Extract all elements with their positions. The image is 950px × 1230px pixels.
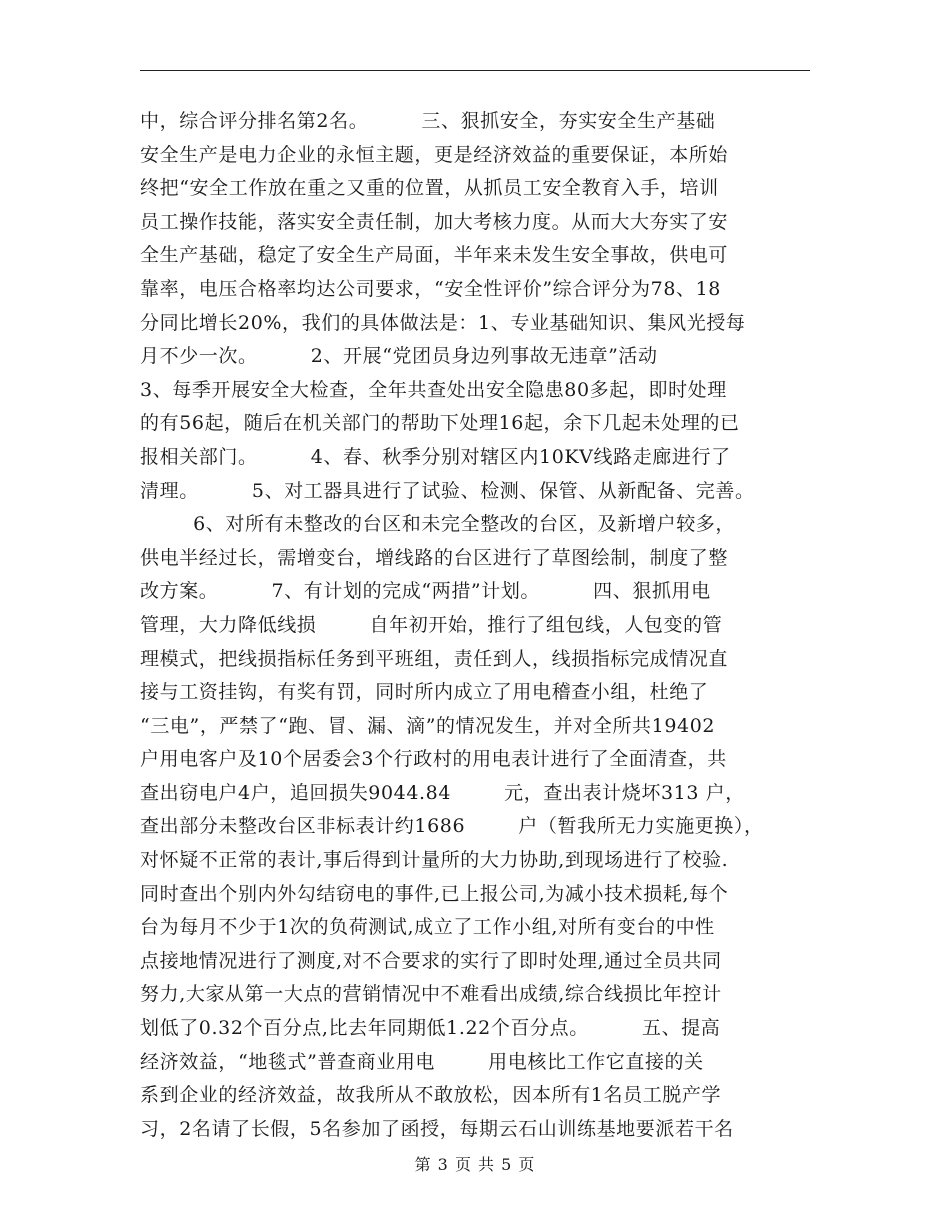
text-line: 管理，大力降低线损 自年初开始，推行了组包线，人包变的管 — [140, 613, 723, 636]
text-line: 安全生产是电力企业的永恒主题，更是经济效益的重要保证，本所始 — [140, 143, 729, 166]
header-rule — [140, 70, 810, 71]
text-line: 3、每季开展安全大检查，全年共查处出安全隐患80多起，即时处理 — [140, 378, 727, 401]
text-line: 6、对所有未整改的台区和未完全整改的台区，及新增户较多， — [140, 513, 736, 536]
text-line: 查出部分未整改台区非标表计约1686 户（暂我所无力实施更换）， — [140, 815, 764, 838]
text-line: 点接地情况进行了测度,对不合要求的实行了即时处理,通过全员共同 — [140, 949, 722, 972]
text-line: 报相关部门。 4、春、秋季分别对辖区内10KV线路走廊进行了 — [140, 445, 731, 468]
text-line: 查出窃电户4户，追回损失9044.84 元，查出表计烧坏313 户， — [140, 781, 745, 804]
text-line: “三电”，严禁了“跑、冒、漏、滴”的情况发生，并对全所共19402 — [140, 714, 716, 737]
text-line: 清理。 5、对工器具进行了试验、检测、保管、从新配备、完善。 — [140, 479, 755, 502]
text-line: 台为每月不少于1次的负荷测试,成立了工作小组,对所有变台的中性 — [140, 916, 715, 939]
text-line: 习，2名请了长假，5名参加了函授，每期云石山训练基地要派若干名 — [140, 1117, 734, 1140]
text-line: 系到企业的经济效益，故我所从不敢放松，因本所有1名员工脱产学 — [140, 1084, 722, 1107]
text-line: 月不少一次。 2、开展“党团员身边列事故无违章”活动 — [140, 345, 658, 368]
text-line: 对怀疑不正常的表计,事后得到计量所的大力协助,到现场进行了校验. — [140, 849, 729, 872]
body-text — [140, 105, 830, 1146]
text-line: 中，综合评分排名第2名。 三、狠抓安全，夯实安全生产基础 — [140, 110, 716, 132]
text-line: 分同比增长20%，我们的具体做法是：1、专业基础知识、集风光授每 — [140, 311, 746, 334]
text-line: 划低了0.32个百分点,比去年同期低1.22个百分点。 五、提高 — [140, 1017, 721, 1040]
text-line: 经济效益，“地毯式”普查商业用电 用电核比工作它直接的关 — [140, 1050, 704, 1073]
text-line: 接与工资挂钩，有奖有罚，同时所内成立了用电稽查小组，杜绝了 — [140, 681, 709, 704]
text-line: 的有56起，随后在机关部门的帮助下处理16起，余下几起未处理的已 — [140, 412, 740, 435]
text-line: 靠率，电压合格率均达公司要求，“安全性评价”综合评分为78、18 — [140, 277, 721, 300]
text-line: 全生产基础，稳定了安全生产局面，半年来未发生安全事故，供电可 — [140, 244, 729, 267]
text-line: 同时查出个别内外勾结窃电的事件,已上报公司,为减小技术损耗,每个 — [140, 882, 729, 905]
text-line: 努力,大家从第一大点的营销情况中不难看出成绩,综合线损比年控计 — [140, 983, 722, 1006]
text-line: 供电半经过长，需增变台，增线路的台区进行了草图绘制，制度了整 — [140, 546, 729, 569]
text-line: 户用电客户及10个居委会3个行政村的用电表计进行了全面清查，共 — [140, 748, 727, 771]
text-line: 员工操作技能，落实安全责任制，加大考核力度。从而大大夯实了安 — [140, 210, 729, 233]
text-line: 终把“安全工作放在重之又重的位置，从抓员工安全教育入手，培训 — [140, 177, 719, 200]
page-footer: 第 3 页 共 5 页 — [414, 1155, 536, 1174]
text-line: 改方案。 7、有计划的完成“两措”计划。 四、狠抓用电 — [140, 580, 711, 603]
text-line: 理模式，把线损指标任务到平班组，责任到人，线损指标完成情况直 — [140, 647, 729, 670]
